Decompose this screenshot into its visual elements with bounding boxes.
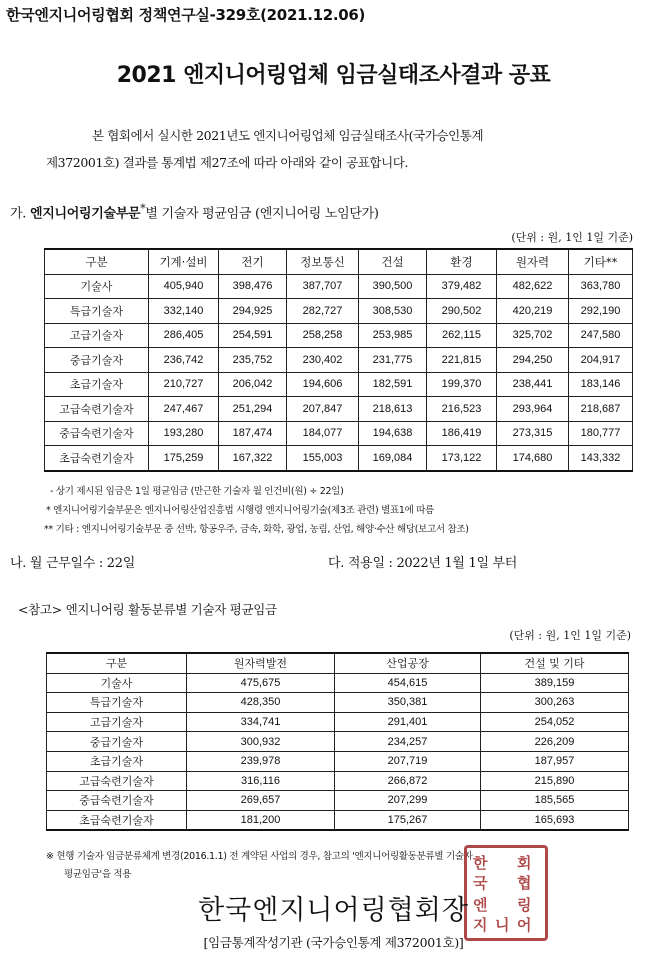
- wage-cell: 169,084: [359, 446, 427, 471]
- reference-note-line-1: ※ 현행 기술자 임금분류체계 변경(2016.1.1) 전 계약된 사업의 경우, 참고의 '엔지니어링활동분류별 기술자: [46, 851, 473, 862]
- row-label: 중급숙련기술자: [47, 791, 187, 811]
- reference-unit: (단위 : 원, 1인 1일 기준): [509, 629, 631, 642]
- wage-cell: 300,263: [481, 693, 629, 713]
- row-label: 중급숙련기술자: [45, 421, 149, 446]
- wage-cell: 291,401: [335, 712, 481, 732]
- wage-cell: 253,985: [359, 323, 427, 348]
- wage-cell: 173,122: [427, 446, 497, 471]
- footer-statistics-agency: [임금통계작성기관 (국가승인통계 제372001호)]: [203, 935, 464, 950]
- wage-cell: 155,003: [287, 446, 359, 471]
- wage-cell: 238,441: [497, 372, 569, 397]
- column-header: 기타**: [569, 249, 633, 274]
- reference-title: <참고> 엔지니어링 활동분류별 기술자 평균임금: [18, 602, 277, 617]
- wage-cell: 226,209: [481, 732, 629, 752]
- row-label: 중급기술자: [45, 348, 149, 373]
- intro-line-2: 제372001호) 결과를 통계법 제27조에 따라 아래와 같이 공표합니다.: [46, 155, 409, 170]
- wage-cell: 350,381: [335, 693, 481, 713]
- section-a-note-1: - 상기 제시된 임금은 1일 평균임금 (만근한 기술자 월 인건비(원) ÷ 22일): [50, 486, 344, 497]
- wage-cell: 204,917: [569, 348, 633, 373]
- wage-cell: 236,742: [149, 348, 219, 373]
- column-header: 구분: [45, 249, 149, 274]
- wage-cell: 428,350: [187, 693, 335, 713]
- wage-cell: 182,591: [359, 372, 427, 397]
- wage-cell: 294,925: [219, 299, 287, 324]
- wage-cell: 282,727: [287, 299, 359, 324]
- seal-character: 국: [473, 874, 488, 892]
- wage-cell: 207,299: [335, 791, 481, 811]
- table-row: [47, 791, 629, 811]
- section-a-unit: (단위 : 원, 1인 1일 기준): [511, 231, 633, 244]
- seal-character: 회: [517, 854, 532, 872]
- table-row: [45, 323, 633, 348]
- wage-cell: 420,219: [497, 299, 569, 324]
- seal-character: 협: [517, 874, 532, 892]
- wage-cell: 180,777: [569, 421, 633, 446]
- row-label: 고급기술자: [47, 712, 187, 732]
- wage-cell: 247,580: [569, 323, 633, 348]
- section-a-note-2: * 엔지니어링기술부문은 엔지니어링산업진흥법 시행령 엔지니어링기술(제3조 관련) 별표1에 따름: [46, 505, 434, 516]
- wage-cell: 175,259: [149, 446, 219, 471]
- wage-cell: 199,370: [427, 372, 497, 397]
- intro-paragraph: [46, 122, 646, 176]
- wage-cell: 308,530: [359, 299, 427, 324]
- activity-wage-table: [46, 652, 629, 831]
- column-header: 원자력발전: [187, 653, 335, 673]
- section-b-working-days: 나. 월 근무일수 : 22일: [10, 556, 135, 571]
- wage-cell: 215,890: [481, 771, 629, 791]
- wage-cell: 293,964: [497, 397, 569, 422]
- wage-cell: 234,257: [335, 732, 481, 752]
- table-row: [47, 751, 629, 771]
- table-row: [47, 693, 629, 713]
- wage-cell: 292,190: [569, 299, 633, 324]
- row-label: 초급기술자: [45, 372, 149, 397]
- seal-character: 니: [495, 916, 510, 934]
- seal-character: 링: [517, 896, 532, 914]
- wage-cell: 165,693: [481, 810, 629, 830]
- wage-cell: 210,727: [149, 372, 219, 397]
- column-header: 정보통신: [287, 249, 359, 274]
- column-header: 구분: [47, 653, 187, 673]
- wage-cell: 390,500: [359, 274, 427, 299]
- wage-cell: 187,957: [481, 751, 629, 771]
- wage-cell: 266,872: [335, 771, 481, 791]
- wage-cell: 187,474: [219, 421, 287, 446]
- row-label: 고급숙련기술자: [45, 397, 149, 422]
- seal-character: 지: [473, 916, 488, 934]
- column-header: 환경: [427, 249, 497, 274]
- wage-cell: 286,405: [149, 323, 219, 348]
- table-row: [45, 299, 633, 324]
- wage-cell: 475,675: [187, 673, 335, 693]
- wage-cell: 181,200: [187, 810, 335, 830]
- row-label: 특급기술자: [45, 299, 149, 324]
- wage-cell: 254,591: [219, 323, 287, 348]
- wage-cell: 389,159: [481, 673, 629, 693]
- column-header: 건설 및 기타: [481, 653, 629, 673]
- wage-cell: 186,419: [427, 421, 497, 446]
- wage-cell: 235,752: [219, 348, 287, 373]
- wage-cell: 387,707: [287, 274, 359, 299]
- wage-cell: 454,615: [335, 673, 481, 693]
- table-row: [45, 274, 633, 299]
- row-label: 기술사: [47, 673, 187, 693]
- wage-cell: 254,052: [481, 712, 629, 732]
- table-header-row: [47, 653, 629, 673]
- row-label: 고급숙련기술자: [47, 771, 187, 791]
- wage-cell: 194,638: [359, 421, 427, 446]
- section-a-heading: [10, 202, 379, 221]
- wage-cell: 194,606: [287, 372, 359, 397]
- wage-cell: 231,775: [359, 348, 427, 373]
- wage-cell: 216,523: [427, 397, 497, 422]
- wage-cell: 221,815: [427, 348, 497, 373]
- row-label: 고급기술자: [45, 323, 149, 348]
- table-row: [47, 712, 629, 732]
- wage-cell: 300,932: [187, 732, 335, 752]
- wage-cell: 251,294: [219, 397, 287, 422]
- table-row: [45, 421, 633, 446]
- wage-cell: 183,146: [569, 372, 633, 397]
- seal-character: 어: [517, 916, 532, 934]
- wage-cell: 262,115: [427, 323, 497, 348]
- table-row: [47, 810, 629, 830]
- table-row: [45, 348, 633, 373]
- section-a-mark: *: [140, 202, 146, 215]
- technical-wage-table: [44, 248, 633, 472]
- wage-cell: 230,402: [287, 348, 359, 373]
- wage-cell: 482,622: [497, 274, 569, 299]
- wage-cell: 258,258: [287, 323, 359, 348]
- wage-cell: 218,613: [359, 397, 427, 422]
- table-row: [45, 446, 633, 471]
- row-label: 초급숙련기술자: [45, 446, 149, 471]
- table-row: [47, 771, 629, 791]
- table-row: [45, 372, 633, 397]
- intro-line-1: 본 협회에서 실시한 2021년도 엔지니어링업체 임금실태조사(국가승인통계: [92, 128, 484, 143]
- section-a-rest: 별 기술자 평균임금 (엔지니어링 노임단가): [145, 206, 379, 222]
- section-a-highlight: 엔지니어링기술부문: [29, 206, 141, 222]
- row-label: 기술사: [45, 274, 149, 299]
- document-title: 2021 엔지니어링업체 임금실태조사결과 공표: [116, 63, 551, 88]
- row-label: 특급기술자: [47, 693, 187, 713]
- wage-cell: 405,940: [149, 274, 219, 299]
- wage-cell: 273,315: [497, 421, 569, 446]
- wage-cell: 332,140: [149, 299, 219, 324]
- section-c-effective-date: 다. 적용일 : 2022년 1월 1일 부터: [328, 556, 518, 571]
- wage-cell: 184,077: [287, 421, 359, 446]
- wage-cell: 239,978: [187, 751, 335, 771]
- table-row: [45, 397, 633, 422]
- table-row: [47, 673, 629, 693]
- column-header: 산업공장: [335, 653, 481, 673]
- wage-cell: 290,502: [427, 299, 497, 324]
- wage-cell: 143,332: [569, 446, 633, 471]
- wage-cell: 174,680: [497, 446, 569, 471]
- reference-note-line-2: 평균임금'을 적용: [64, 869, 132, 880]
- signature-association-president: 한국엔지니어링협회장: [198, 895, 469, 926]
- wage-cell: 269,657: [187, 791, 335, 811]
- table-header-row: [45, 249, 633, 274]
- row-label: 중급기술자: [47, 732, 187, 752]
- section-a-prefix: 가.: [10, 206, 27, 222]
- wage-cell: 167,322: [219, 446, 287, 471]
- column-header: 기계·설비: [149, 249, 219, 274]
- wage-cell: 379,482: [427, 274, 497, 299]
- row-label: 초급기술자: [47, 751, 187, 771]
- document-number: 한국엔지니어링협회 정책연구실-329호(2021.12.06): [6, 6, 366, 24]
- wage-cell: 193,280: [149, 421, 219, 446]
- wage-cell: 206,042: [219, 372, 287, 397]
- wage-cell: 398,476: [219, 274, 287, 299]
- column-header: 전기: [219, 249, 287, 274]
- row-label: 초급숙련기술자: [47, 810, 187, 830]
- wage-cell: 363,780: [569, 274, 633, 299]
- wage-cell: 334,741: [187, 712, 335, 732]
- seal-character: 한: [473, 854, 488, 872]
- wage-cell: 207,847: [287, 397, 359, 422]
- wage-cell: 247,467: [149, 397, 219, 422]
- wage-cell: 294,250: [497, 348, 569, 373]
- table-row: [47, 732, 629, 752]
- column-header: 건설: [359, 249, 427, 274]
- wage-cell: 175,267: [335, 810, 481, 830]
- wage-cell: 316,116: [187, 771, 335, 791]
- wage-cell: 325,702: [497, 323, 569, 348]
- wage-cell: 218,687: [569, 397, 633, 422]
- wage-cell: 207,719: [335, 751, 481, 771]
- wage-cell: 185,565: [481, 791, 629, 811]
- section-a-note-3: ** 기타 : 엔지니어링기술부문 중 선박, 항공우주, 금속, 화학, 광업, 농림, 산업, 해양·수산 해당(보고서 참조): [44, 524, 469, 535]
- seal-character: 엔: [473, 896, 488, 914]
- column-header: 원자력: [497, 249, 569, 274]
